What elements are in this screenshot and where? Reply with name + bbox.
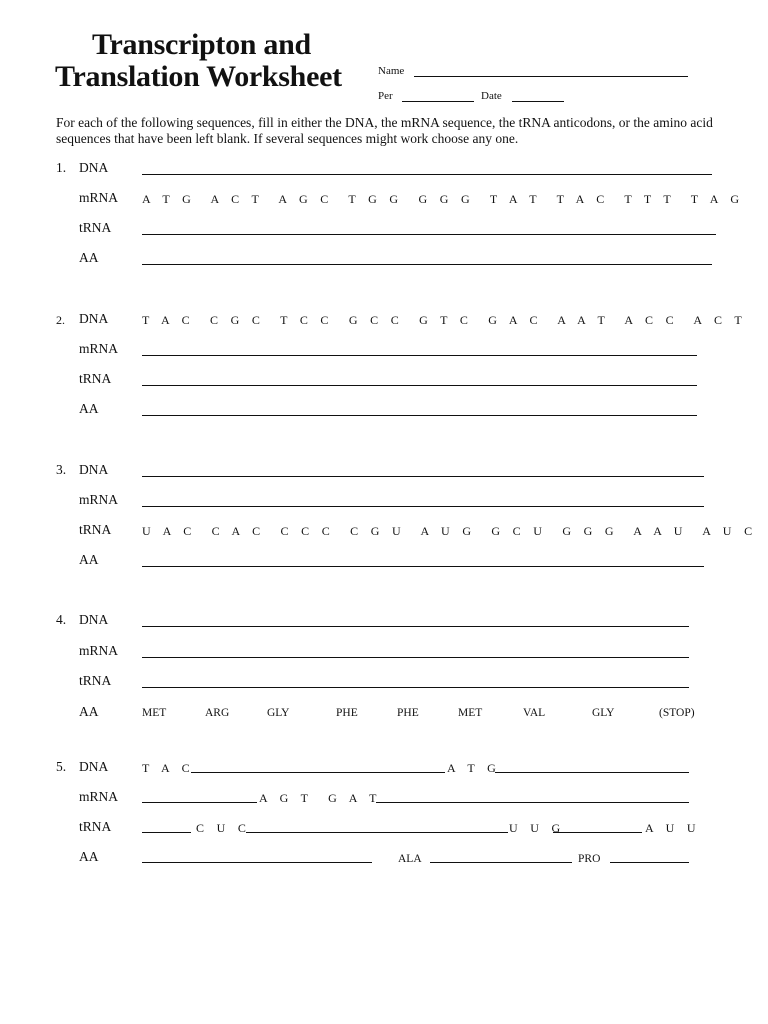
trna-answer-line[interactable] bbox=[142, 385, 697, 386]
amino-acid: MET bbox=[458, 707, 483, 719]
title-line-2: Translation Worksheet bbox=[55, 60, 342, 93]
amino-acid: ARG bbox=[205, 707, 230, 719]
problem-number: 2. bbox=[56, 313, 65, 327]
amino-acid: MET bbox=[142, 707, 167, 719]
dna-answer-line[interactable] bbox=[142, 626, 689, 627]
dna-label: DNA bbox=[79, 759, 109, 774]
mrna-blank[interactable] bbox=[376, 802, 689, 803]
mrna-blank[interactable] bbox=[142, 802, 257, 803]
aa-blank[interactable] bbox=[610, 862, 689, 863]
aa-answer-line[interactable] bbox=[142, 415, 697, 416]
problem-number: 3. bbox=[56, 462, 67, 477]
aa-label: AA bbox=[79, 704, 99, 719]
amino-acid: VAL bbox=[523, 707, 546, 719]
trna-label: tRNA bbox=[79, 220, 112, 235]
dna-sequence: T A C C G C T C C G C C G T C G A C A A T A C C A C T bbox=[142, 313, 747, 327]
trna-fragment: C U C bbox=[196, 821, 251, 835]
dna-label: DNA bbox=[79, 311, 109, 326]
dna-answer-line[interactable] bbox=[142, 174, 712, 175]
name-label: Name bbox=[378, 65, 405, 77]
trna-label: tRNA bbox=[79, 371, 112, 386]
aa-label: AA bbox=[79, 401, 99, 416]
aa-label: AA bbox=[79, 552, 99, 567]
dna-label: DNA bbox=[79, 462, 109, 477]
amino-acid: PHE bbox=[336, 707, 358, 719]
dna-blank[interactable] bbox=[191, 772, 445, 773]
per-label: Per bbox=[378, 90, 393, 102]
problem-number: 4. bbox=[56, 612, 67, 627]
title-line-1: Transcripton and bbox=[92, 28, 311, 61]
mrna-label: mRNA bbox=[79, 190, 119, 205]
date-label: Date bbox=[481, 90, 502, 102]
dna-label: DNA bbox=[79, 612, 109, 627]
problem-number: 1. bbox=[56, 160, 67, 175]
aa-blank[interactable] bbox=[430, 862, 572, 863]
trna-fragment: U U G bbox=[509, 821, 565, 835]
mrna-answer-line[interactable] bbox=[142, 506, 704, 507]
problem-number: 5. bbox=[56, 759, 67, 774]
dna-answer-line[interactable] bbox=[142, 476, 704, 477]
dna-fragment: A T G bbox=[447, 761, 501, 775]
instructions: For each of the following sequences, fill in either the DNA, the mRNA sequence, the tRNA anticodons, or the amino acid sequences that have been left blank. If several sequences might work choose any one. bbox=[56, 115, 713, 146]
dna-fragment: T A C bbox=[142, 761, 195, 775]
mrna-fragment: A G T G A T bbox=[259, 791, 382, 805]
amino-acid: (STOP) bbox=[659, 707, 695, 719]
trna-blank[interactable] bbox=[553, 832, 642, 833]
amino-acid: GLY bbox=[267, 707, 290, 719]
trna-label: tRNA bbox=[79, 673, 112, 688]
trna-label: tRNA bbox=[79, 819, 112, 834]
aa-answer-line[interactable] bbox=[142, 566, 704, 567]
name-field[interactable] bbox=[414, 76, 688, 77]
trna-sequence: U A C C A C C C C C G U A U G G C U G G G A A U A U C bbox=[142, 524, 757, 538]
mrna-answer-line[interactable] bbox=[142, 355, 697, 356]
mrna-label: mRNA bbox=[79, 492, 119, 507]
per-field[interactable] bbox=[402, 101, 474, 102]
dna-label: DNA bbox=[79, 160, 109, 175]
mrna-answer-line[interactable] bbox=[142, 657, 689, 658]
trna-fragment: A U U bbox=[645, 821, 701, 835]
dna-blank[interactable] bbox=[495, 772, 689, 773]
aa-blank[interactable] bbox=[142, 862, 372, 863]
trna-answer-line[interactable] bbox=[142, 234, 716, 235]
mrna-label: mRNA bbox=[79, 341, 119, 356]
aa-answer-line[interactable] bbox=[142, 264, 712, 265]
aa-label: AA bbox=[79, 250, 99, 265]
amino-acid: GLY bbox=[592, 707, 615, 719]
trna-blank[interactable] bbox=[246, 832, 508, 833]
amino-acid: ALA bbox=[398, 853, 422, 865]
trna-answer-line[interactable] bbox=[142, 687, 689, 688]
mrna-label: mRNA bbox=[79, 789, 119, 804]
trna-blank[interactable] bbox=[142, 832, 191, 833]
amino-acid: PHE bbox=[397, 707, 419, 719]
aa-label: AA bbox=[79, 849, 99, 864]
mrna-label: mRNA bbox=[79, 643, 119, 658]
trna-label: tRNA bbox=[79, 522, 112, 537]
date-field[interactable] bbox=[512, 101, 564, 102]
amino-acid: PRO bbox=[578, 853, 601, 865]
mrna-sequence: A T G A C T A G C T G G G G G T A T T A C T T T T A G bbox=[142, 192, 744, 206]
